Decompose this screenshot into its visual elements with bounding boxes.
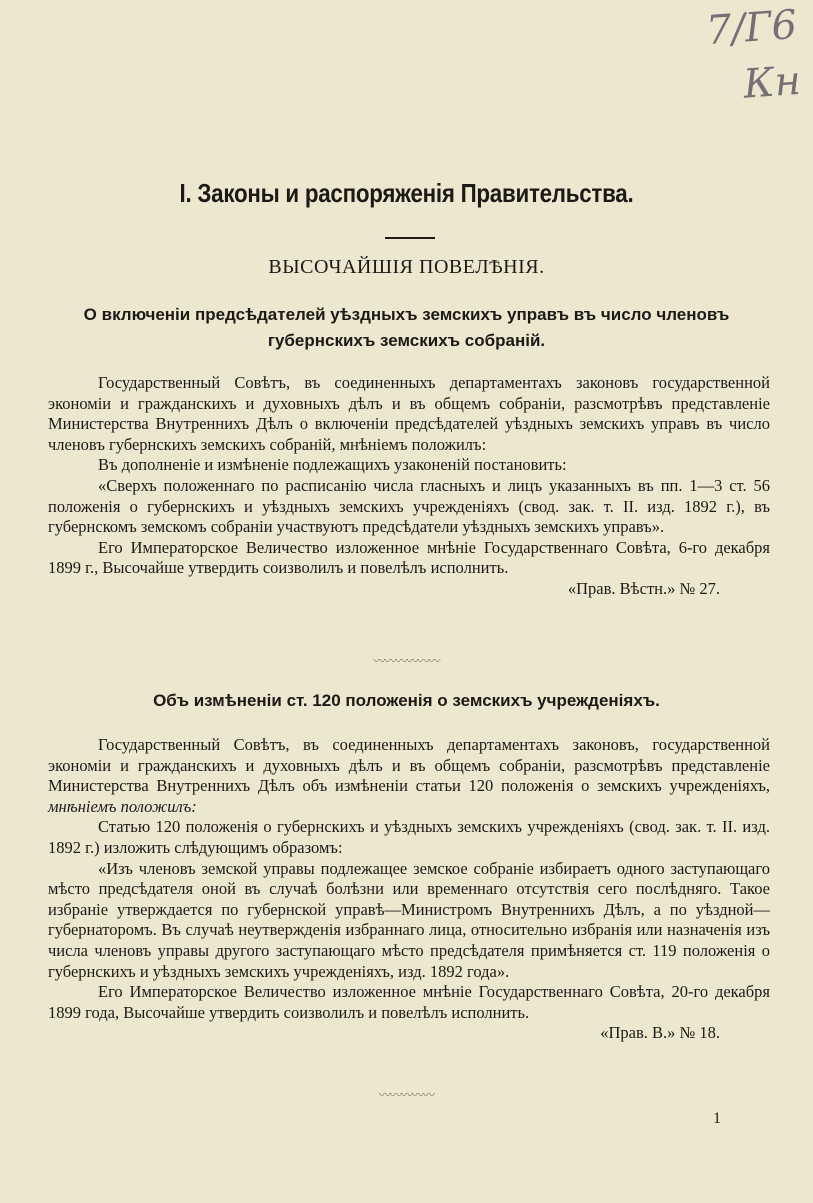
- divider-ornament: 〰〰〰〰〰〰: [373, 654, 440, 668]
- article2-title: Объ измѣненіи ст. 120 положенія о земскихъ учрежденіяхъ.: [153, 691, 660, 710]
- subheading: ВЫСОЧАЙШІЯ ПОВЕЛѢНІЯ.: [268, 256, 545, 278]
- article2-paragraph: «Изъ членовъ земской управы подлежащее земское собраніе избираетъ одного заступающаго мѣсто предсѣдателя оной въ случаѣ болѣзни или временнаго отсутствія сего послѣдняго. Такое избраніе утверждается по губернской управѣ—Министромъ Внутреннихъ Дѣлъ, а по уѣздной—губернаторомъ. Въ случаѣ неутвержденія избраннаго лица, относительно избранія или назначенія изъ числа членовъ управы другого заступающаго мѣсто предсѣдателя примѣняется ст. 119 положенія о губернскихъ и уѣздныхъ земскихъ учрежденіяхъ, изд. 1892 года».: [48, 858, 770, 981]
- article1-body: [48, 373, 770, 600]
- article2-source: «Прав. В.» № 18.: [600, 1023, 720, 1043]
- article1-paragraph: Государственный Совѣтъ, въ соединенныхъ департаментахъ законовъ государственной экономіи и гражданскихъ и духовныхъ дѣлъ и въ общемъ собраніи, разсмотрѣвъ представленіе Министерства Внутреннихъ Дѣлъ о включеніи предсѣдателей уѣздныхъ земскихъ управъ въ число членовъ губернскихъ земскихъ собраній, мнѣніемъ положилъ:: [48, 373, 770, 454]
- article2-paragraph: Статью 120 положенія о губернскихъ и уѣздныхъ земскихъ учрежденіяхъ (свод. зак. т. II. изд. 1892 г.) изложить слѣдующимъ образомъ:: [48, 817, 770, 857]
- article1-paragraph: Въ дополненіе и измѣненіе подлежащихъ узаконеній постановить:: [98, 455, 567, 475]
- article1-title: О включеніи предсѣдателей уѣздныхъ земскихъ управъ въ число членовъ губернскихъ земскихъ собраній.: [83, 305, 730, 350]
- article2-p1-italic: мнѣніемъ положилъ:: [48, 796, 197, 816]
- title-rule: [385, 237, 435, 239]
- article1-paragraph: Его Императорское Величество изложенное мнѣніе Государственнаго Совѣта, 6-го декабря 1899 г., Высочайше утвердить соизволилъ и повелѣлъ исполнить.: [48, 537, 770, 578]
- divider-ornament: 〰〰〰〰〰: [378, 1088, 434, 1102]
- article1-paragraph: «Сверхъ положеннаго по расписанію числа гласныхъ и лицъ указанныхъ въ пп. 1—3 ст. 56 положенія о губернскихъ и уѣздныхъ земскихъ учрежденіяхъ (свод. зак. т. II. изд. 1892 г.), въ губернскомъ земскомъ собраніи участвуютъ предсѣдатели уѣздныхъ земскихъ управъ».: [48, 475, 770, 537]
- handwritten-note: 7/Г6 Кн: [704, 1, 803, 108]
- page-number: 1: [713, 1110, 721, 1127]
- article2-p1-text: Государственный Совѣтъ, въ соединенныхъ департаментахъ законовъ, государственной экономіи и гражданскихъ и духовныхъ дѣлъ и въ общемъ собраніи, разсмотрѣвъ представленіе Министерства Внутреннихъ Дѣлъ объ измѣненіи статьи 120 положенія о земскихъ учрежденіяхъ,: [48, 735, 770, 796]
- article2-body: [48, 735, 770, 1044]
- article2-paragraph: [48, 735, 770, 817]
- article1-source: «Прав. Вѣстн.» № 27.: [567, 578, 720, 598]
- section-title: I. Законы и распоряженія Правительства.: [179, 178, 634, 208]
- article2-paragraph: Его Императорское Величество изложенное мнѣніе Государственнаго Совѣта, 20-го декабря 1899 года, Высочайше утвердить соизволилъ и повелѣлъ исполнить.: [48, 982, 770, 1022]
